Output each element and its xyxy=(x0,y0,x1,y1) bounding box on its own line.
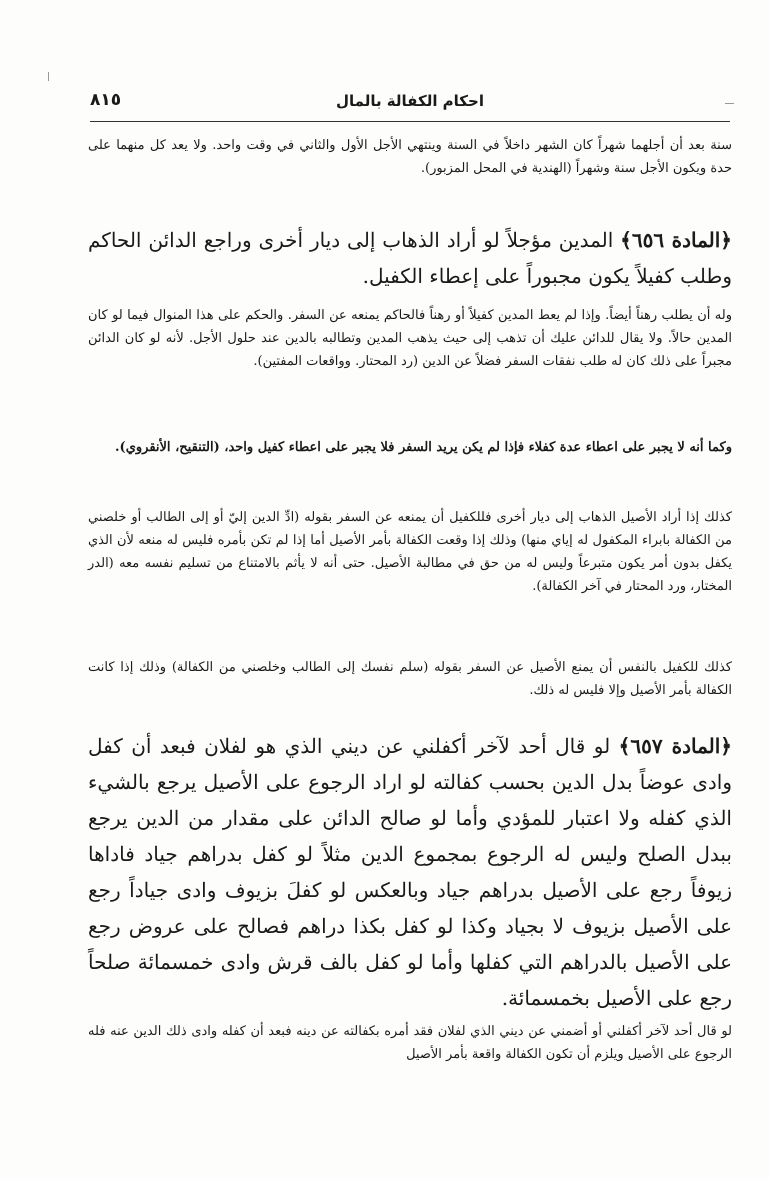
article-label: ﴿المادة ٦٥٦﴾ xyxy=(620,228,733,252)
header-divider xyxy=(90,121,730,122)
article-text: المدين مؤجلاً لو أراد الذهاب إلى ديار أخرى وراجع الدائن الحاكم وطلب كفيلاً يكون مجبوراً على إعطاء الكفيل. xyxy=(88,228,732,288)
paragraph-text: سنة بعد أن أجلهما شهراً كان الشهر داخلاً في السنة وينتهي الأجل الأول والثاني في وقت واحد. ولا يعد كل منهما على حدة ويكون الأجل سنة وشهراً (الهندية في المحل المزبور). xyxy=(88,138,732,176)
article-text: لو قال أحد لآخر أكفلني عن ديني الذي هو لفلان فبعد أن كفل وادى عوضاً بدل الدين بحسب كفالته لو اراد الرجوع على الأصيل يرجع بالشيء الذي كفله ولا اعتبار للمؤدي وأما لو صالح الدائن على مقدار من الدين يرجع ببدل الصلح وليس له الرجوع بمجموع الدين مثلاً لو كفل بدراهم جياد فاداها زيوفاً رجع على الأصيل بدراهم جياد وبالعكس لو كفلَ بزيوف وادى جياداً رجع على الأصيل بزيوف لا بجياد وكذا لو كفل بكذا دراهم فصالح على عروض رجع على الأصيل بالدراهم التي كفلها وأما لو كفل بالف قرش وادى خمسمائة صلحاً رجع على الأصيل بخمسمائة. xyxy=(88,734,733,1010)
paragraph-commentary xyxy=(88,304,732,373)
article-657 xyxy=(88,728,732,1016)
page-number: ٨١٥ xyxy=(90,90,122,110)
paragraph-text: وكما أنه لا يجبر على اعطاء عدة كفلاء فإذا لم يكن يريد السفر فلا يجبر على اعطاء كفيل واحد، (التنقيح، الأنقروي). xyxy=(115,440,732,455)
article-656 xyxy=(88,222,732,294)
paragraph-text: وله أن يطلب رهناً أيضاً. وإذا لم يعط المدين كفيلاً أو رهناً فالحاكم يمنعه عن السفر. والحكم على هذا المنوال فيما لو كان المدين حالاً. ولا يقال للدائن عليك أن تذهب إلى حيث يذهب المدين وتطالبه بالدين عند حلول الأجل. لأنه لو كان الدائن مجبراً على ذلك كان له طلب نفقات السفر فضلاً عن الدين (رد المحتار. وواقعات المفتين). xyxy=(88,308,732,369)
paragraph-commentary xyxy=(88,436,732,459)
article-label: ﴿المادة ٦٥٧﴾ xyxy=(618,734,733,758)
article-paragraph xyxy=(88,222,732,294)
paragraph-commentary xyxy=(88,1020,732,1066)
paragraph-commentary xyxy=(88,506,732,598)
paragraph-text: كذلك للكفيل بالنفس أن يمنع الأصيل عن السفر بقوله (سلم نفسك إلى الطالب وخلصني من الكفالة) وذلك إذا كانت الكفالة بأمر الأصيل وإلا فليس له ذلك. xyxy=(88,660,732,698)
paragraph-text: كذلك إذا أراد الأصيل الذهاب إلى ديار أخرى فللكفيل أن يمنعه عن السفر بقوله (ادِّ الدين إليّ أو إلى الطالب أو خلصني من الكفالة بابراء المكفول له إياي منها) وذلك إذا وقعت الكفالة بأمر الأصيل أما إذا لم تكن بأمره فليس له منعه لأن الذي يكفل بدون أمر يكون متبرعاً وليس له من حق في مطالبة الأصيل. حتى أنه لا يأثم بالامتناع من تسليم نفسه معه (الدر المختار، ورد المحتار في آخر الكفالة). xyxy=(88,510,732,594)
paragraph-continuation xyxy=(88,134,732,180)
running-title: احكام الكفالة بالمال xyxy=(335,92,484,110)
paragraph-text: لو قال أحد لآخر أكفلني أو أضمني عن ديني الذي لفلان فقد أمره بكفالته عن دينه فبعد أن كفله وادى ذلك الدين عنه فله الرجوع على الأصيل ويلزم أن تكون الكفالة واقعة بأمر الأصيل xyxy=(88,1024,732,1062)
page-header xyxy=(90,88,730,118)
paragraph-commentary xyxy=(88,656,732,702)
margin-tick xyxy=(48,72,49,81)
article-paragraph xyxy=(88,728,732,1016)
